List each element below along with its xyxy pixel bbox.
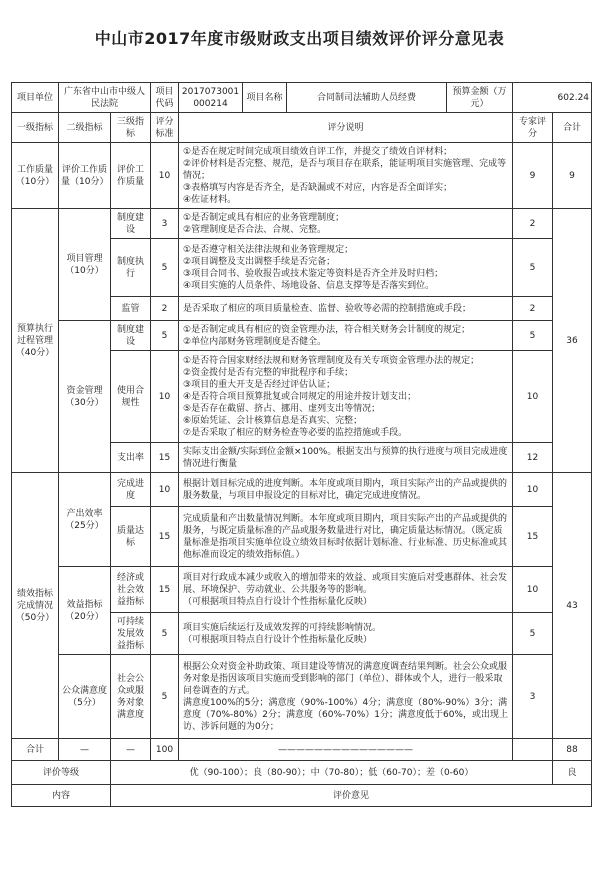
total-std: 100 (151, 739, 179, 761)
desc-line: ④项目实施的人员条件、场地设备、信息支撑等是否落实到位。 (183, 280, 435, 291)
row-l3: 制度执行 (111, 239, 151, 297)
desc-line: ②管理制度是否合法、合规、完整。 (183, 224, 327, 235)
row-std: 15 (151, 507, 179, 567)
row-desc (179, 507, 513, 567)
budget-label: 预算金额（万元） (447, 83, 513, 113)
row-std: 5 (151, 321, 179, 351)
row-expert: 2 (513, 297, 553, 321)
content-label: 内容 (12, 785, 111, 807)
desc-line: ①是否制定或具有相应的资金管理办法，符合相关财务会计制度的规定； (183, 324, 471, 335)
desc-line: ③项目合同书、验收报告或技术鉴定等资料是否齐全并及时归档； (183, 268, 444, 279)
row-l3: 制度建设 (111, 321, 151, 351)
page-title: 中山市2017年度市级财政支出项目绩效评价评分意见表 (94, 29, 505, 48)
desc-line: ①是否遵守相关法律法规和业务管理规定； (183, 244, 354, 255)
row-l3: 监管 (111, 297, 151, 321)
desc-line: ②单位内部财务管理制度是否健全。 (183, 336, 327, 347)
total-dash: — (59, 739, 111, 761)
desc-line: 满意度100%的5分；满意度（90%-100%）4分；满意度（80%-90%）3分；满意度（70%-80%）2分；满意度（60%-70%）1分；满意度低于60%，或出现上访、涉诉问题的为0分； (183, 697, 508, 732)
info-row (12, 83, 592, 113)
opinion-row (12, 785, 592, 807)
row-std: 10 (151, 351, 179, 443)
row-desc (179, 297, 513, 321)
table-row (12, 567, 592, 613)
perf-l1: 绩效指标完成情况（50分） (12, 473, 59, 739)
row-desc (179, 239, 513, 297)
grade-value: 良 (553, 761, 592, 785)
desc-line: ③表格填写内容是否齐全，是否缺漏或不对应，内容是否全面详实； (183, 182, 453, 193)
work-std: 10 (151, 143, 179, 209)
row-l3: 社会公众或服务对象满意度 (111, 655, 151, 739)
desc-line: 根据计划目标完成的进度判断。本年度或项目期内，项目实际产出的产品或提供的服务数量，与项目申报设定的目标对比，确定完成进度情况。 (183, 478, 508, 501)
row-std: 5 (151, 655, 179, 739)
table-row (12, 209, 592, 239)
desc-line: （可根据项目特点自行设计个性指标量化反映） (183, 596, 373, 607)
code-value: 2017073001000214 (179, 83, 243, 113)
code-label: 项目代码 (151, 83, 179, 113)
row-expert: 5 (513, 321, 553, 351)
process-total: 36 (553, 209, 592, 473)
opinion-label: 评价意见 (111, 785, 592, 807)
desc-line: ①是否在规定时间完成项目绩效自评工作，并提交了绩效自评材料； (183, 146, 453, 157)
header-total: 合计 (553, 113, 592, 143)
row-std: 15 (151, 567, 179, 613)
table-row (12, 321, 592, 351)
header-expert: 专家评分 (513, 113, 553, 143)
desc-line: 实际支出金额/实际到位金额×100%。根据支出与预算的执行进度与项目完成进度情况进行衡量 (183, 446, 508, 469)
work-l3: 评价工作质量 (111, 143, 151, 209)
satisfaction-l2: 公众满意度（5分） (59, 655, 111, 739)
desc-line: 根据公众对资金补助政策、项目建设等情况的满意度调查结果判断。社会公众或服务对象是指因该项目实施而受到影响的部门（单位）、群体或个人，进行一般采取问卷调查的方式。 (183, 661, 508, 696)
desc-line: ⑦是否采取了相应的财务检查等必要的监控措施或手段。 (183, 427, 408, 438)
row-expert: 2 (513, 209, 553, 239)
row-l3: 完成进度 (111, 473, 151, 507)
fm-l2: 资金管理（30分） (59, 321, 111, 473)
desc-line: ②评价材料是否完整、规范，是否与项目存在联系，能证明项目实施管理、完成等情况； (183, 158, 507, 181)
desc-line: ④是否符合项目预算批复或合同规定的用途并按计划支出； (183, 391, 417, 402)
row-l3: 质量达标 (111, 507, 151, 567)
output-l2: 产出效率（25分） (59, 473, 111, 567)
name-label: 项目名称 (243, 83, 287, 113)
perf-total: 43 (553, 473, 592, 739)
row-l3: 可持续发展效益指标 (111, 613, 151, 655)
row-l3: 经济或社会效益指标 (111, 567, 151, 613)
row-desc (179, 613, 513, 655)
header-row (12, 113, 592, 143)
row-std: 5 (151, 613, 179, 655)
row-std: 10 (151, 473, 179, 507)
row-expert: 5 (513, 613, 553, 655)
header-l1: 一级指标 (12, 113, 59, 143)
desc-line: 完成质量和产出数量情况判断。本年度或项目期内，项目实际产出的产品或提供的服务，与既定质量标准的产品或服务数量进行对比，确定质量达标情况。（既定质量标准是指项目实施单位设立绩效目标时依据计划标准、行业标准、历史标准或其他标准而设定的绩效指标值。） (183, 513, 508, 560)
work-l1: 工作质量（10分） (12, 143, 59, 209)
desc-line: ②项目调整及支出调整手续是否完备； (183, 256, 336, 267)
row-expert: 12 (513, 443, 553, 473)
row-desc (179, 321, 513, 351)
total-line: ——————————————— (179, 739, 513, 761)
row-desc (179, 443, 513, 473)
row-desc (179, 655, 513, 739)
process-l1: 预算执行过程管理（40分） (12, 209, 59, 473)
desc-line: ①是否制定或具有相应的业务管理制度； (183, 212, 345, 223)
header-l2: 二级指标 (59, 113, 111, 143)
table-row (12, 473, 592, 507)
row-l3: 使用合规性 (111, 351, 151, 443)
row-expert: 3 (513, 655, 553, 739)
desc-line: 是否采取了相应的项目质量检查、监督、验收等必需的控制措施或手段； (183, 303, 472, 314)
name-value: 合同制司法辅助人员经费 (287, 83, 447, 113)
row-expert: 10 (513, 351, 553, 443)
grand-total: 88 (553, 739, 592, 761)
row-expert: 5 (513, 239, 553, 297)
budget-value: 602.24 (513, 83, 592, 113)
evaluation-table (11, 82, 592, 807)
pm-l2: 项目管理（10分） (59, 209, 111, 321)
row-desc (179, 473, 513, 507)
desc-line: ⑥原始凭证、会计核算信息是否真实、完整； (183, 415, 363, 426)
desc-line: ②资金拨付是否有完整的审批程序和手续； (183, 367, 354, 378)
row-std: 3 (151, 209, 179, 239)
total-label: 合计 (12, 739, 59, 761)
work-desc (179, 143, 513, 209)
desc-line: ④佐证材料。 (183, 194, 237, 205)
total-expert (513, 739, 553, 761)
header-l3: 三级指标 (111, 113, 151, 143)
desc-line: ①是否符合国家财经法规和财务管理制度及有关专项资金管理办法的规定； (183, 355, 480, 366)
grade-row (12, 761, 592, 785)
grade-scale: 优（90-100）；良（80-90）；中（70-80）；低（60-70）；差（0-60） (111, 761, 553, 785)
desc-line: ⑤是否存在截留、挤占、挪用、虚列支出等情况； (183, 403, 381, 414)
work-total: 9 (553, 143, 592, 209)
desc-line: （可根据项目特点自行设计个性指标量化反映） (183, 634, 373, 645)
grade-label: 评价等级 (12, 761, 111, 785)
row-l3: 制度建设 (111, 209, 151, 239)
row-l3: 支出率 (111, 443, 151, 473)
header-std: 评分标准 (151, 113, 179, 143)
table-row (12, 655, 592, 739)
total-dash: — (111, 739, 151, 761)
row-std: 5 (151, 239, 179, 297)
total-row (12, 739, 592, 761)
work-l2: 评价工作质量（10分） (59, 143, 111, 209)
row-desc (179, 567, 513, 613)
row-expert: 10 (513, 473, 553, 507)
header-desc: 评分说明 (179, 113, 513, 143)
row-desc (179, 351, 513, 443)
unit-label: 项目单位 (12, 83, 59, 113)
row-expert: 15 (513, 507, 553, 567)
desc-line: 项目实施后续运行及成效发挥的可持续影响情况。 (183, 622, 382, 633)
row-std: 15 (151, 443, 179, 473)
unit-value: 广东省中山市中级人民法院 (59, 83, 151, 113)
row-desc (179, 209, 513, 239)
row-std: 2 (151, 297, 179, 321)
row-expert: 10 (513, 567, 553, 613)
desc-line: 项目对行政成本减少或收入的增加带来的效益、或项目实施后对受惠群体、社会发展、环境保护、劳动就业、公共服务等的影响。 (183, 572, 508, 595)
desc-line: ③项目的重大开支是否经过评估认证； (183, 379, 336, 390)
table-row (12, 143, 592, 209)
benefit-l2: 效益指标（20分） (59, 567, 111, 655)
work-expert: 9 (513, 143, 553, 209)
